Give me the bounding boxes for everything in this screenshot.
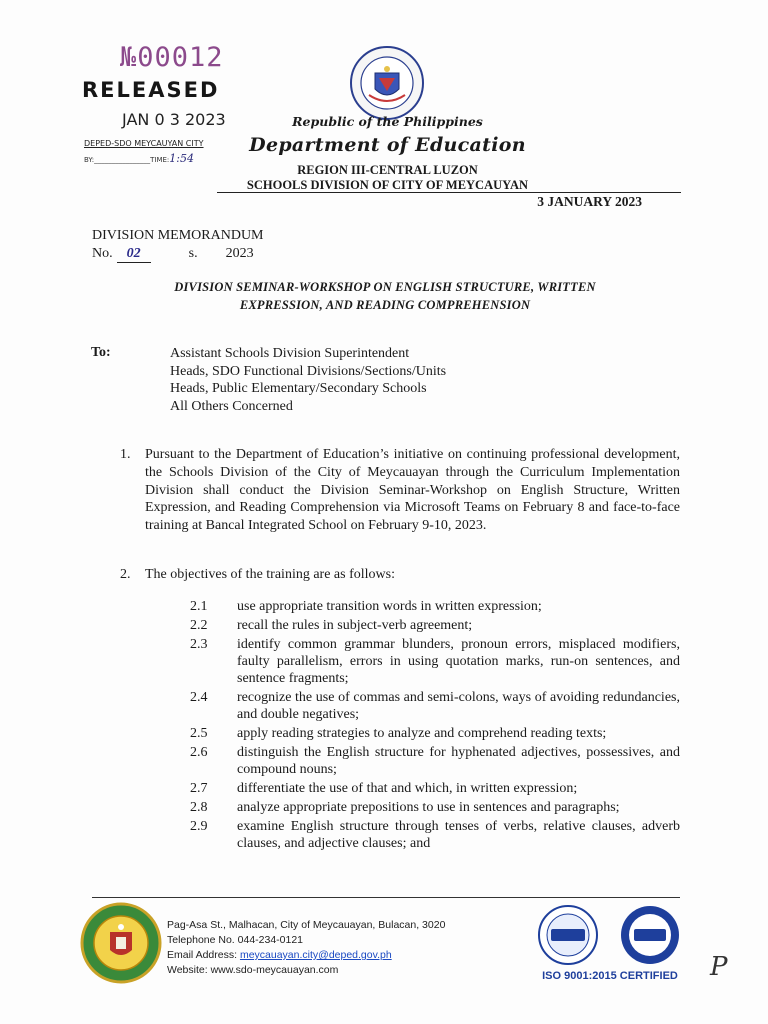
email-link[interactable]: meycauayan.city@deped.gov.ph xyxy=(239,949,392,961)
iso-certified-label: ISO 9001:2015 CERTIFIED xyxy=(542,970,678,982)
stamp-office: DEPED-SDO MEYCAUYAN CITY xyxy=(84,139,204,148)
objectives-list xyxy=(190,598,680,854)
objective-item: 2.8 analyze appropriate prepositions to use in sentences and paragraphs; xyxy=(190,800,620,815)
footer-telephone: Telephone No. 044-234-0121 xyxy=(167,934,304,946)
objective-item: 2.2 recall the rules in subject-verb agreement; xyxy=(190,618,473,633)
footer-contact xyxy=(167,918,445,978)
memo-number-handwritten: 02 xyxy=(117,246,151,263)
recipients-list xyxy=(170,345,446,415)
stamp-date: JAN 0 3 2023 xyxy=(122,110,226,129)
objective-item: 2.9 examine English structure through tenses of verbs, relative clauses, adverb clauses, and adjective clauses; and xyxy=(190,819,680,851)
recipient-item: Heads, SDO Functional Divisions/Sections/Units xyxy=(170,363,447,379)
recipients-label: To: xyxy=(91,345,111,360)
footer-rule xyxy=(92,897,680,898)
objective-item: 2.1 use appropriate transition words in written expression; xyxy=(190,599,542,614)
memo-date: 3 JANUARY 2023 xyxy=(537,194,642,209)
letterhead-department: Department of Education xyxy=(249,134,526,156)
stamp-released: RELEASED xyxy=(82,78,220,102)
footer-address: Pag-Asa St., Malhacan, City of Meycauayan, Bulacan, 3020 xyxy=(167,919,446,931)
letterhead-region: REGION III-CENTRAL LUZON xyxy=(297,163,478,177)
memo-title: DIVISION SEMINAR-WORKSHOP ON ENGLISH STRUCTURE, WRITTEN EXPRESSION, AND READING COMPREHENSION xyxy=(174,280,596,312)
objective-item: 2.3 identify common grammar blunders, pronoun errors, misplaced modifiers, faulty parallelism, errors in using quotation marks, run-on sentences, and sentence fragments; xyxy=(190,637,680,686)
footer-email: Email Address: meycauayan.city@deped.gov.ph xyxy=(167,949,392,961)
objective-item: 2.7 differentiate the use of that and which, in written expression; xyxy=(190,781,578,796)
recipient-item: All Others Concerned xyxy=(170,398,293,414)
objective-item: 2.6 distinguish the English structure for hyphenated adjectives, possessives, and compound nouns; xyxy=(190,745,680,777)
header-rule xyxy=(217,192,681,193)
stamp-signature-line: BY:________________TIME:1:54 xyxy=(84,152,194,165)
paragraph-1: 1. Pursuant to the Department of Education’s initiative on continuing professional development, the Schools Division of the City of Meycauayan through the Curriculum Implementation Division shall conduct the Division Seminar-Workshop on English Structure, Written Expression, and Reading Comprehension via Microsoft Teams on February 8 and face-to-face training at Bancal Integrated School on February 9-10, 2023. xyxy=(120,447,680,534)
handwritten-initial: P xyxy=(710,952,728,982)
stamp-time-handwritten: 1:54 xyxy=(169,152,194,165)
memo-label: DIVISION MEMORANDUM xyxy=(92,228,264,243)
deped-seal-icon xyxy=(349,45,425,121)
paragraph-2: 2. The objectives of the training are as follows: xyxy=(120,567,395,582)
memo-number-line: No. 02 s. 2023 xyxy=(92,246,254,261)
footer-website: Website: www.sdo-meycauayan.com xyxy=(167,964,339,976)
recipient-item: Assistant Schools Division Superintendent xyxy=(170,346,410,361)
sdo-meycauayan-logo-icon xyxy=(80,902,162,984)
iso-certification-logos-icon xyxy=(538,904,683,966)
letterhead-division: SCHOOLS DIVISION OF CITY OF MEYCAUYAN xyxy=(246,178,529,192)
letterhead-republic: Republic of the Philippines xyxy=(292,114,483,129)
objective-item: 2.4 recognize the use of commas and semi-colons, ways of avoiding redundancies, and double negatives; xyxy=(190,690,680,722)
recipient-item: Heads, Public Elementary/Secondary Schools xyxy=(170,381,427,396)
stamp-control-number: №00012 xyxy=(120,42,224,73)
objective-item: 2.5 apply reading strategies to analyze and comprehend reading texts; xyxy=(190,726,607,741)
